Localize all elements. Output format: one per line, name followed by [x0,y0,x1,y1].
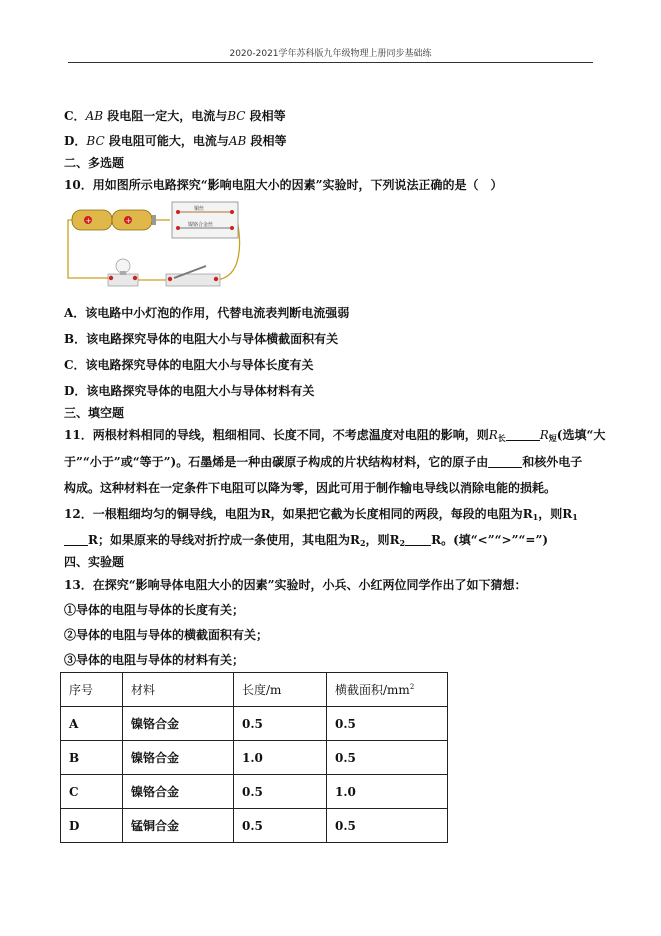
cell-material: 镍铬合金 [123,707,234,741]
q11-blank-1[interactable] [506,428,540,441]
table-row [61,809,448,843]
header-index: 序号 [61,673,123,707]
nichrome-wire-label: 镍铬合金丝 [188,222,214,228]
q11-line-1: 11．两根材料相同的导线，粗细相同、长度不同，不考虑温度对电阻的影响，则$R_长$ $R_短$(选填“大 [64,428,606,443]
q12-line-1: 12．一根粗细均匀的铜导线，电阻为R，如果把它截为长度相同的两段，每段的电阻为$R_1$，则$R_1$ [64,507,578,522]
switch-icon [166,266,220,286]
cell-material: 锰铜合金 [123,809,234,843]
q11-line-3: 构成。这种材料在一定条件下电阻可以降为零，因此可用于制作输电导线以消除电能的损耗。 [64,481,557,495]
table-row [61,775,448,809]
battery-icon [72,210,156,230]
cell-length: 0.5 [234,775,327,809]
section-experiment: 四、实验题 [64,555,125,569]
header-divider [68,62,593,63]
light-bulb-icon [108,259,138,286]
svg-text:+: + [85,217,92,225]
q13-hypothesis-1: ①导体的电阻与导体的长度有关； [64,603,245,617]
q9-option-d: D．BC 段电阻可能大，电流与AB 段相等 [64,134,287,148]
cell-material: 镍铬合金 [123,741,234,775]
cell-index: D [61,809,123,843]
q13-hypothesis-3: ③导体的电阻与导体的材料有关； [64,653,245,667]
cell-index: C [61,775,123,809]
cell-index: A [61,707,123,741]
table-row [61,741,448,775]
copper-wire-label: 铜丝 [194,206,205,212]
section-multiple-choice: 二、多选题 [64,156,125,170]
cell-area: 0.5 [327,741,448,775]
q10-option-c: C．该电路探究导体的电阻大小与导体长度有关 [64,358,314,372]
header-area: 横截面积$/mm^2$ [327,673,448,707]
wire-board-icon [172,202,238,238]
cell-area: 1.0 [327,775,448,809]
q12-line-2: R；如果原来的导线对折拧成一条使用，其电阻为$R_2$，则$R_2$ R。(填“<”“>”“=”) [64,533,548,550]
q9-option-c: C．AB 段电阻一定大，电流与BC 段相等 [64,109,286,123]
q10-option-b: B．该电路探究导体的电阻大小与导体横截面积有关 [64,332,339,346]
cell-length: 0.5 [234,707,327,741]
circuit-figure [66,200,242,294]
q10-option-d: D．该电路探究导体的电阻大小与导体材料有关 [64,384,315,398]
table-header-row [61,673,448,707]
conductor-table [60,672,448,843]
q11-line-2: 于”“小于”或“等于”)。石墨烯是一种由碳原子构成的片状结构材料，它的原子由 和核外电子 [64,455,583,469]
cell-material: 镍铬合金 [123,775,234,809]
header-material: 材料 [123,673,234,707]
q11-blank-2[interactable] [488,455,522,468]
q13-hypothesis-2: ②导体的电阻与导体的横截面积有关； [64,628,269,642]
q12-blank-1[interactable] [64,533,88,546]
header-length: 长度/m [234,673,327,707]
cell-index: B [61,741,123,775]
q10-option-a: A．该电路中小灯泡的作用，代替电流表判断电流强弱 [64,306,350,320]
cell-area: 0.5 [327,809,448,843]
cell-area: 0.5 [327,707,448,741]
section-fill-in: 三、填空题 [64,406,125,420]
q12-blank-2[interactable] [405,533,431,546]
cell-length: 1.0 [234,741,327,775]
page-header: 2020-2021学年苏科版九年级物理上册同步基础练 [229,49,432,59]
svg-text:+: + [125,217,132,225]
q13-stem: 13．在探究“影响导体电阻大小的因素”实验时，小兵、小红两位同学作出了如下猜想： [64,578,527,592]
q10-stem: 10．用如图所示电路探究“影响电阻大小的因素”实验时，下列说法正确的是（ ） [64,178,503,192]
cell-length: 0.5 [234,809,327,843]
table-row [61,707,448,741]
